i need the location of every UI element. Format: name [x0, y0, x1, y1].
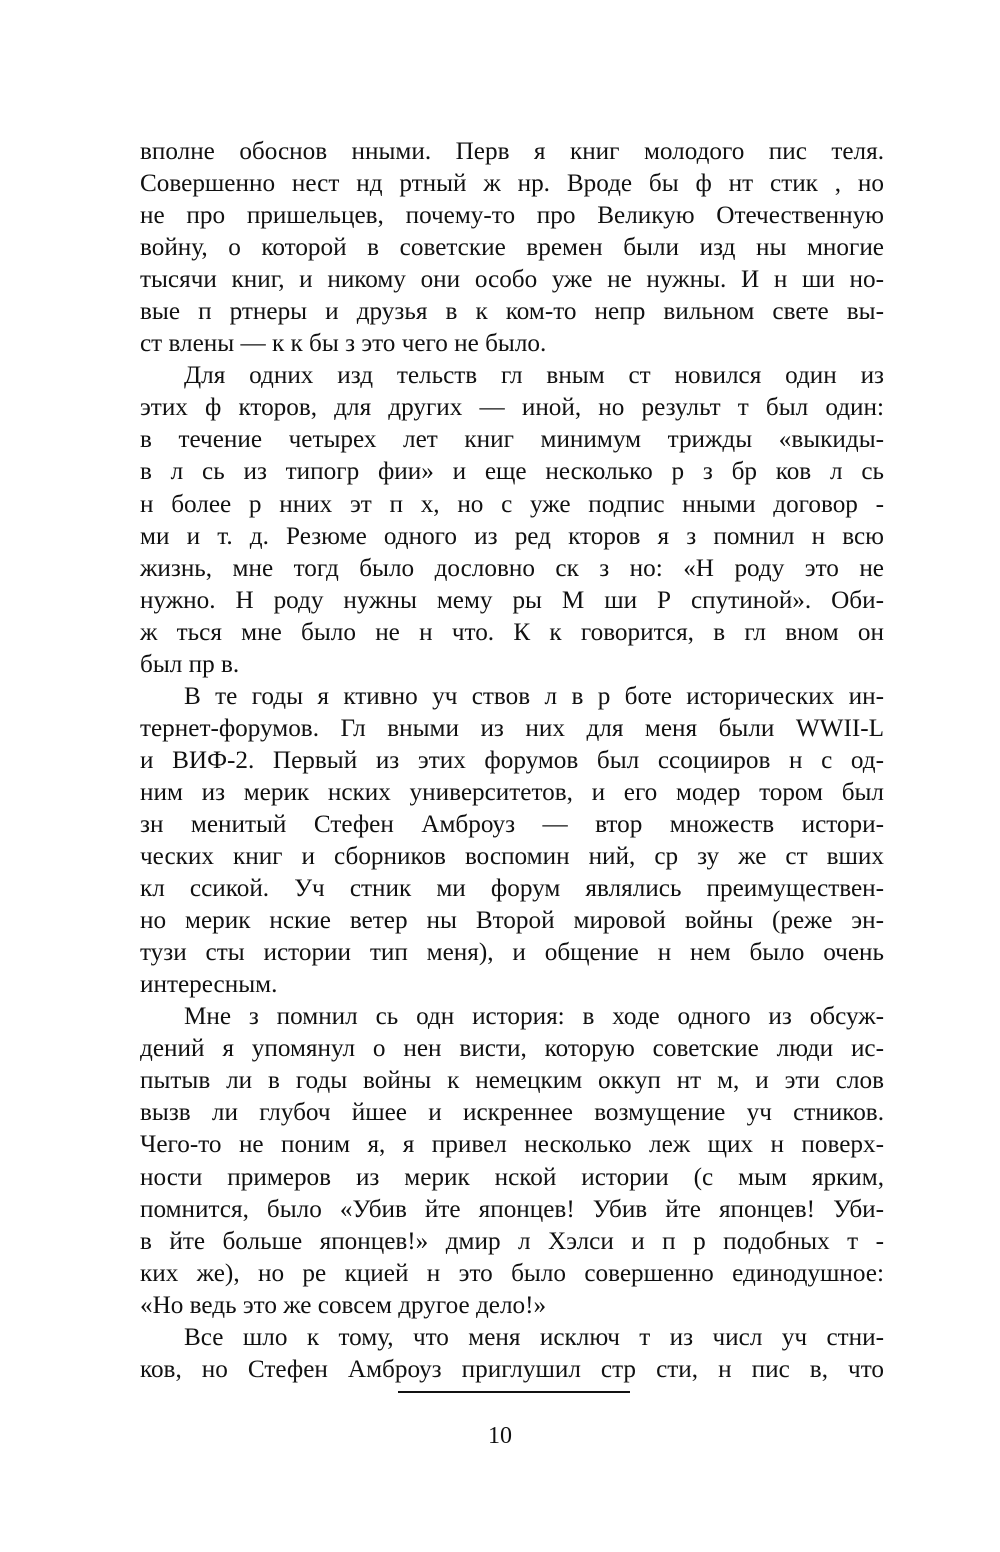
text-line: ми и т. д. Резюме одного из ред кторов я з помнил н всю: [140, 522, 884, 550]
text-line: Для одних изд тельств гл вным ст новился один из: [184, 362, 884, 390]
text-line: жизнь, мне тогд было дословно ск з но: «Н роду это не: [140, 554, 884, 582]
text-line: Совершенно нест нд ртный ж нр. Вроде бы ф нт стик , но: [140, 170, 884, 198]
paragraph: [140, 681, 884, 1001]
footer-rule: [398, 1391, 630, 1393]
paragraph: [140, 136, 884, 360]
text-line: пытыв ли в годы войны к немецким оккуп нт м, и эти слов: [140, 1067, 884, 1095]
text-line: был пр в.: [140, 650, 240, 678]
text-line: тузи сты истории тип меня), и общение н нем было очень: [140, 939, 884, 967]
body-text: [140, 136, 884, 1386]
text-line: «Но ведь это же совсем другое дело!»: [140, 1291, 547, 1319]
text-line: ним из мерик нских университетов, и его модер тором был: [140, 778, 884, 806]
text-line: этих ф кторов, для других — иной, но результ т был один:: [140, 394, 884, 422]
text-line: не про пришельцев, почему-то про Великую Отечественную: [140, 202, 884, 230]
text-line: в течение четырех лет книг минимум трижды «выкиды-: [140, 426, 884, 454]
text-line: н более р нних эт п х, но с уже подпис нными договор -: [140, 490, 884, 518]
text-line: в йте больше японцев!» дмир л Хэлси и п р подобных т -: [140, 1227, 884, 1255]
text-line: ческих книг и сборников воспомин ний, ср зу же ст вших: [140, 843, 884, 871]
text-line: тысячи книг, и никому они особо уже не нужны. И н ши но-: [140, 266, 884, 294]
text-line: помнится, было «Убив йте японцев! Убив йте японцев! Уби-: [140, 1195, 884, 1223]
text-line: интересным.: [140, 971, 278, 999]
text-line: войну, о которой в советские времен были изд ны многие: [140, 234, 884, 262]
text-line: кл ссикой. Уч стник ми форум являлись преимуществен-: [140, 875, 884, 903]
text-line: В те годы я ктивно уч ствов л в р боте исторических ин-: [184, 682, 884, 710]
text-line: ж ться мне было не н что. К к говорится, в гл вном он: [140, 618, 884, 646]
text-line: Мне з помнил сь одн история: в ходе одного из обсуж-: [184, 1003, 884, 1031]
text-line: но мерик нские ветер ны Второй мировой войны (реже эн-: [140, 907, 884, 935]
page-number: 10: [488, 1423, 512, 1449]
text-line: вызв ли глубоч йшее и искреннее возмущение уч стников.: [140, 1099, 884, 1127]
paragraph: [140, 360, 884, 680]
text-line: ст влены — к к бы з это чего не было.: [140, 330, 547, 358]
text-line: зн менитый Стефен Амброуз — втор множеств истори-: [140, 810, 884, 838]
text-line: в л сь из типогр фии» и еще несколько р з бр ков л сь: [140, 458, 884, 486]
paragraph: [140, 1322, 884, 1386]
text-line: Все шло к тому, что меня исключ т из числ уч стни-: [184, 1323, 884, 1351]
text-line: дений я упомянул о нен висти, которую советские люди ис-: [140, 1035, 884, 1063]
text-line: тернет-форумов. Гл вными из них для меня были WWII-L: [140, 714, 884, 742]
text-line: ких же), но ре кцией н это было совершенно единодушное:: [140, 1259, 884, 1287]
text-line: нужно. Н роду нужны мему ры М ши Р спутиной». Оби-: [140, 586, 884, 614]
text-line: вполне обоснов нными. Перв я книг молодого пис теля.: [140, 138, 884, 165]
text-line: ков, но Стефен Амброуз приглушил стр сти, н пис в, что: [140, 1355, 884, 1383]
text-line: вые п ртнеры и друзья в к ком-то непр вильном свете вы-: [140, 298, 884, 326]
text-line: ности примеров из мерик нской истории (с мым ярким,: [140, 1163, 884, 1191]
text-line: Чего-то не поним я, я привел несколько леж щих н поверх-: [140, 1131, 884, 1159]
paragraph: [140, 1001, 884, 1321]
text-line: и ВИФ-2. Первый из этих форумов был ссоцииров н с од-: [140, 746, 884, 774]
